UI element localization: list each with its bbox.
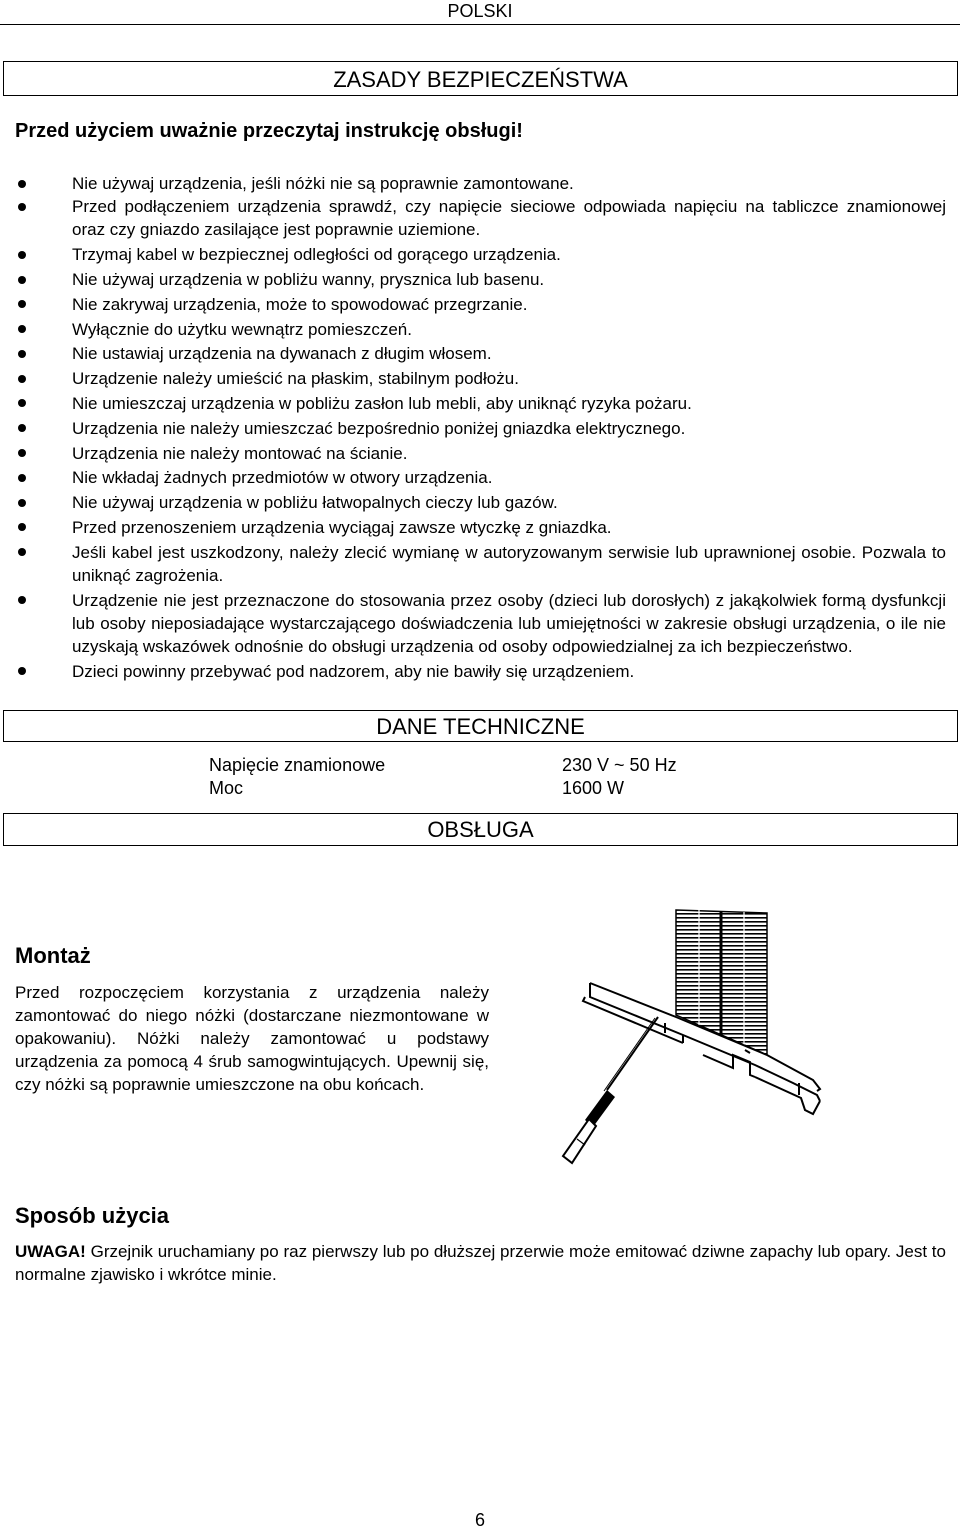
- safety-title: ZASADY BEZPIECZEŃSTWA: [333, 67, 628, 92]
- operation-title: OBSŁUGA: [427, 817, 534, 842]
- rule-item: Dzieci powinny przebywać pod nadzorem, aby nie bawiły się urządzeniem.: [0, 660, 960, 683]
- rule-item: Przed podłączeniem urządzenia sprawdź, czy napięcie sieciowe odpowiada napięciu na tabliczce znamionowej oraz czy gniazdo zasilające jest poprawnie uziemione.: [0, 195, 960, 241]
- rule-item: Nie zakrywaj urządzenia, może to spowodować przegrzanie.: [0, 293, 960, 316]
- safety-heading-box: [3, 61, 958, 96]
- spec-value: 230 V ~ 50 Hz: [562, 755, 677, 775]
- bullet-icon: [18, 276, 26, 284]
- bullet-icon: [18, 667, 26, 675]
- rule-item: Nie wkładaj żadnych przedmiotów w otwory urządzenia.: [0, 466, 960, 489]
- safety-intro: Przed użyciem uważnie przeczytaj instrukcję obsługi!: [15, 120, 523, 142]
- specs-table: [209, 755, 709, 801]
- specs-title: DANE TECHNICZNE: [376, 714, 585, 739]
- assembly-text: Przed rozpoczęciem korzystania z urządzenia należy zamontować do niego nóżki (dostarczane niezmontowane w opakowaniu). Nóżki należy zamontować u podstawy urządzenia za pomocą 4 śrub samogwintujących. Upewnij się, czy nóżki są poprawnie umieszczone na obu końcach.: [15, 983, 489, 1094]
- usage-body: Grzejnik uruchamiany po raz pierwszy lub po dłuższej przerwie może emitować dziwne zapachy lub opary. Jest to normalne zjawisko i wkrótce minie.: [15, 1242, 946, 1284]
- bullet-icon: [18, 180, 26, 188]
- rule-item: Urządzenia nie należy umieszczać bezpośrednio poniżej gniazdka elektrycznego.: [0, 417, 960, 440]
- rule-item: Jeśli kabel jest uszkodzony, należy zlecić wymianę w autoryzowanym serwisie lub uprawnionej osobie. Pozwala to uniknąć zagrożenia.: [0, 541, 960, 587]
- heater-panel: [676, 910, 767, 1055]
- bullet-icon: [18, 203, 26, 211]
- bullet-icon: [18, 449, 26, 457]
- bullet-icon: [18, 325, 26, 333]
- rule-item: Urządzenie należy umieścić na płaskim, stabilnym podłożu.: [0, 367, 960, 390]
- rule-item: Nie używaj urządzenia, jeśli nóżki nie są poprawnie zamontowane.: [0, 172, 960, 195]
- assembly-illustration: [555, 905, 955, 1170]
- spec-row: [209, 755, 709, 778]
- screwdriver-icon: [563, 1017, 658, 1163]
- assembly-title: Montaż: [15, 943, 91, 968]
- rule-item: Urządzenia nie należy montować na ścianie.: [0, 442, 960, 465]
- rule-item: Nie używaj urządzenia w pobliżu wanny, prysznica lub basenu.: [0, 268, 960, 291]
- rule-item: Urządzenie nie jest przeznaczone do stosowania przez osoby (dzieci lub dorosłych) z jakąkolwiek formą dysfunkcji lub osoby nieposiadające wystarczającego doświadczenia lub umiejętności w zakresie obsługi urządzenia, o ile nie uzyskają wskazówek odnośnie do obsługi urządzenia od osoby odpowiedzialnej za ich bezpieczeństwo.: [0, 589, 960, 659]
- bullet-icon: [18, 499, 26, 507]
- bullet-icon: [18, 548, 26, 556]
- usage-text: [15, 1240, 946, 1286]
- bullet-icon: [18, 474, 26, 482]
- rule-item: Trzymaj kabel w bezpiecznej odległości od gorącego urządzenia.: [0, 243, 960, 266]
- rule-item: Nie umieszczaj urządzenia w pobliżu zasłon lub mebli, aby uniknąć ryzyka pożaru.: [0, 392, 960, 415]
- specs-heading-box: [3, 710, 958, 742]
- bullet-icon: [18, 596, 26, 604]
- page-number: 6: [474, 1510, 485, 1530]
- bullet-icon: [18, 399, 26, 407]
- bullet-icon: [18, 350, 26, 358]
- safety-rules-list: [0, 172, 960, 683]
- warning-label: UWAGA!: [15, 1242, 86, 1261]
- rule-item: Nie ustawiaj urządzenia na dywanach z długim włosem.: [0, 342, 960, 365]
- bullet-icon: [18, 375, 26, 383]
- rule-item: Wyłącznie do użytku wewnątrz pomieszczeń.: [0, 318, 960, 341]
- spec-label: Moc: [209, 778, 244, 798]
- bullet-icon: [18, 424, 26, 432]
- operation-heading-box: [3, 813, 958, 846]
- spec-row: [209, 778, 709, 801]
- rule-item: Nie używaj urządzenia w pobliżu łatwopalnych cieczy lub gazów.: [0, 491, 960, 514]
- bullet-icon: [18, 251, 26, 259]
- page-header: [0, 0, 960, 25]
- spec-value: 1600 W: [562, 778, 625, 798]
- bullet-icon: [18, 300, 26, 308]
- language-label: POLSKI: [447, 1, 513, 21]
- rule-item: Przed przenoszeniem urządzenia wyciągaj zawsze wtyczkę z gniazdka.: [0, 516, 960, 539]
- spec-label: Napięcie znamionowe: [209, 755, 386, 775]
- usage-title: Sposób użycia: [15, 1203, 170, 1228]
- bullet-icon: [18, 523, 26, 531]
